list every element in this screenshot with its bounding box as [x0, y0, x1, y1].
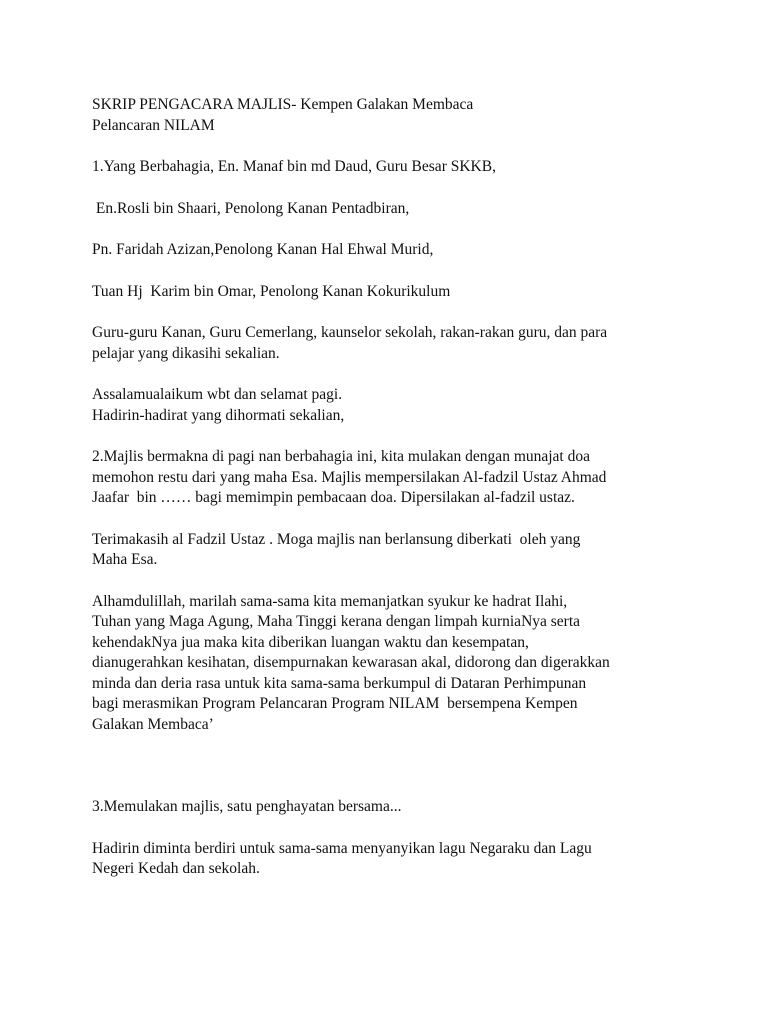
paragraph-greeting-koko: [92, 282, 692, 303]
paragraph-anthem: [92, 839, 692, 880]
paragraph-alhamdulillah: [92, 592, 692, 736]
paragraph-line: Pn. Faridah Azizan,Penolong Kanan Hal Ehwal Murid,: [92, 241, 434, 258]
document-subtitle: Pelancaran NILAM: [92, 116, 215, 134]
paragraph-greeting-admin: [92, 199, 692, 220]
paragraph-line: Negeri Kedah dan sekolah.: [92, 860, 260, 877]
paragraph-line: 1.Yang Berbahagia, En. Manaf bin md Daud, Guru Besar SKKB,: [92, 158, 496, 175]
paragraph-line: Galakan Membaca’: [92, 715, 214, 733]
paragraph-line: Tuan Hj Karim bin Omar, Penolong Kanan Kokurikulum: [92, 282, 451, 300]
paragraph-line: 2.Majlis bermakna di pagi nan berbahagia ini, kita mulakan dengan munajat doa: [92, 448, 590, 465]
paragraph-line: En.Rosli bin Shaari, Penolong Kanan Pentadbiran,: [92, 199, 410, 217]
paragraph-salutation: [92, 385, 692, 426]
paragraph-line: minda dan deria rasa untuk kita sama-sama berkumpul di Dataran Perhimpunan: [92, 674, 587, 692]
paragraph-line: Jaafar bin …… bagi memimpin pembacaan doa. Dipersilakan al-fadzil ustaz.: [92, 489, 575, 506]
paragraph-line: Alhamdulillah, marilah sama-sama kita memanjatkan syukur ke hadrat Ilahi,: [92, 592, 568, 610]
paragraph-opening: [92, 797, 692, 818]
paragraph-greeting-hem: [92, 240, 692, 261]
paragraph-line: kehendakNya jua maka kita diberikan luangan waktu dan kesempatan,: [92, 633, 529, 651]
paragraph-thanks: [92, 530, 692, 571]
paragraph-doa: [92, 447, 692, 509]
paragraph-line: memohon restu dari yang maha Esa. Majlis mempersilakan Al-fadzil Ustaz Ahmad: [92, 468, 607, 486]
paragraph-line: 3.Memulakan majlis, satu penghayatan bersama...: [92, 798, 402, 815]
paragraph-line: bagi merasmikan Program Pelancaran Program NILAM bersempena Kempen: [92, 695, 578, 712]
paragraph-line: Maha Esa.: [92, 551, 158, 568]
paragraph-line: Hadirin-hadirat yang dihormati sekalian,: [92, 406, 345, 424]
document-title: SKRIP PENGACARA MAJLIS- Kempen Galakan Membaca: [92, 96, 474, 113]
document-body: [92, 95, 692, 901]
paragraph-line: dianugerahkan kesihatan, disempurnakan kewarasan akal, didorong dan digerakkan: [92, 654, 610, 671]
paragraph-line: Guru-guru Kanan, Guru Cemerlang, kaunselor sekolah, rakan-rakan guru, dan para: [92, 324, 608, 341]
paragraph-line: Hadirin diminta berdiri untuk sama-sama menyanyikan lagu Negaraku dan Lagu: [92, 839, 592, 857]
paragraph-line: pelajar yang dikasihi sekalian.: [92, 344, 280, 362]
paragraph-line: Tuhan yang Maga Agung, Maha Tinggi kerana dengan limpah kurniaNya serta: [92, 613, 581, 630]
paragraph-greeting-teachers: [92, 323, 692, 364]
paragraph-line: Terimakasih al Fadzil Ustaz . Moga majlis nan berlansung diberkati oleh yang: [92, 530, 581, 548]
paragraph-line: Assalamualaikum wbt dan selamat pagi.: [92, 386, 343, 403]
title-block: [92, 95, 692, 136]
paragraph-greeting-headmaster: [92, 157, 692, 178]
